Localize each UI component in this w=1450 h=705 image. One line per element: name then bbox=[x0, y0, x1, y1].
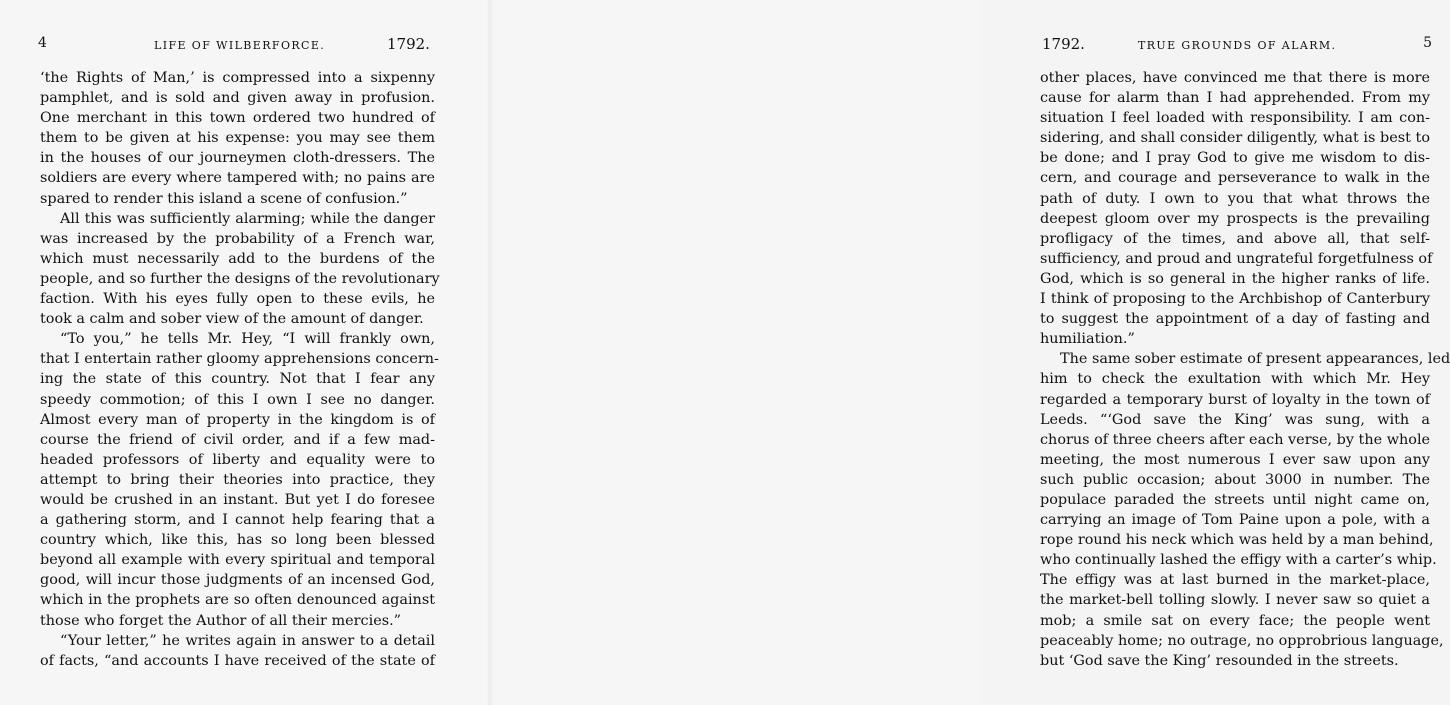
text-line: other places, have convinced me that there is more bbox=[1040, 70, 1430, 86]
text-line: be done; and I pray God to give me wisdom to dis- bbox=[1040, 150, 1430, 167]
text-line: the market-bell tolling slowly. I never saw so quiet a bbox=[1040, 592, 1430, 609]
text-line: was increased by the probability of a French war, bbox=[40, 230, 435, 247]
text-line: course the friend of civil order, and if a few mad- bbox=[40, 431, 435, 448]
right-running-title: TRUE GROUNDS OF ALARM. bbox=[1138, 39, 1337, 52]
text-line: populace paraded the streets until night came on, bbox=[1040, 491, 1430, 508]
text-line: meeting, the most numerous I ever saw upon any bbox=[1040, 451, 1430, 468]
text-line: One merchant in this town ordered two hundred of bbox=[40, 110, 435, 127]
text-line: The same sober estimate of present appearances, led bbox=[1060, 351, 1450, 368]
left-header-year: 1792. bbox=[387, 35, 430, 53]
text-line: headed professors of liberty and equality were to bbox=[40, 451, 435, 468]
left-page-body bbox=[40, 68, 440, 671]
text-line: Leeds. “‘God save the King’ was sung, with a bbox=[1040, 411, 1430, 428]
text-line: took a calm and sober view of the amount of danger. bbox=[40, 311, 424, 328]
text-line: would be crushed in an instant. But yet I do foresee bbox=[40, 491, 435, 508]
text-line: situation I feel loaded with responsibility. I am con- bbox=[1040, 110, 1430, 127]
text-line: path of duty. I own to you that what throws the bbox=[1040, 190, 1430, 207]
text-line: soldiers are every where tampered with; no pains are bbox=[40, 170, 435, 187]
text-line: them to be given at his expense: you may see them bbox=[40, 130, 435, 147]
right-page-header bbox=[1042, 35, 1432, 55]
text-line: mob; a smile sat on every face; the people went bbox=[1040, 612, 1430, 629]
text-line: faction. With his eyes fully open to these evils, he bbox=[40, 291, 435, 308]
left-page-number: 4 bbox=[38, 35, 47, 51]
text-line: regarded a temporary burst of loyalty in the town of bbox=[1040, 391, 1430, 408]
text-line: but ‘God save the King’ resounded in the streets. bbox=[1040, 652, 1399, 669]
text-line: sidering, and shall consider diligently, what is best to bbox=[1040, 130, 1430, 147]
text-line: I think of proposing to the Archbishop of Canterbury bbox=[1040, 291, 1430, 308]
text-line: pamphlet, and is sold and given away in profusion. bbox=[40, 90, 435, 107]
text-line: cause for alarm than I had apprehended. From my bbox=[1040, 90, 1430, 107]
right-page-number: 5 bbox=[1423, 35, 1432, 51]
text-line: which must necessarily add to the burdens of the bbox=[40, 250, 435, 267]
text-line: cern, and courage and perseverance to walk in the bbox=[1040, 170, 1430, 187]
right-page bbox=[490, 0, 1450, 705]
text-line: Almost every man of property in the kingdom is of bbox=[40, 411, 435, 428]
text-line: God, which is so general in the higher ranks of life. bbox=[1040, 270, 1430, 287]
text-line: peaceably home; no outrage, no opprobrious language, bbox=[1040, 632, 1444, 649]
text-line: sufficiency, and proud and ungrateful forgetfulness of bbox=[1040, 250, 1433, 267]
text-line: ‘the Rights of Man,’ is compressed into a sixpenny bbox=[40, 70, 435, 86]
text-line: “To you,” he tells Mr. Hey, “I will frankly own, bbox=[60, 331, 435, 348]
text-line: of facts, “and accounts I have received of the state of bbox=[40, 652, 435, 669]
text-line: such public occasion; about 3000 in number. The bbox=[1040, 471, 1430, 488]
text-line: him to check the exultation with which Mr. Hey bbox=[1040, 371, 1430, 388]
text-line: that I entertain rather gloomy apprehensions concern- bbox=[40, 351, 439, 368]
text-line: profligacy of the times, and above all, that self- bbox=[1040, 230, 1430, 247]
text-line: humiliation.” bbox=[1040, 331, 1135, 348]
text-line: who continually lashed the effigy with a carter’s whip. bbox=[1040, 552, 1437, 569]
right-page-body bbox=[1040, 68, 1450, 671]
text-line: “Your letter,” he writes again in answer to a detail bbox=[60, 632, 435, 649]
text-line: beyond all example with every spiritual and temporal bbox=[40, 552, 435, 569]
text-line: in the houses of our journeymen cloth-dressers. The bbox=[40, 150, 435, 167]
text-line: rope round his neck which was held by a man behind, bbox=[1040, 532, 1434, 549]
text-line: good, will incur those judgments of an incensed God, bbox=[40, 572, 435, 589]
text-line: chorus of three cheers after each verse, by the whole bbox=[1040, 431, 1431, 448]
right-header-year: 1792. bbox=[1042, 35, 1085, 53]
text-line: attempt to bring their theories into practice, they bbox=[40, 471, 435, 488]
text-line: carrying an image of Tom Paine upon a pole, with a bbox=[1040, 512, 1430, 529]
text-line: The effigy was at last burned in the market-place, bbox=[1040, 572, 1430, 589]
text-line: All this was sufficiently alarming; while the danger bbox=[60, 210, 435, 227]
text-line: those who forget the Author of all their mercies.” bbox=[40, 612, 402, 629]
text-line: a gathering storm, and I cannot help fearing that a bbox=[40, 512, 435, 529]
text-line: to suggest the appointment of a day of fasting and bbox=[1040, 311, 1430, 328]
left-running-title: LIFE OF WILBERFORCE. bbox=[154, 39, 326, 52]
text-line: ing the state of this country. Not that I fear any bbox=[40, 371, 435, 388]
left-page-header bbox=[38, 35, 438, 55]
text-line: people, and so further the designs of the revolutionary bbox=[40, 270, 440, 287]
left-page bbox=[0, 0, 490, 705]
text-line: spared to render this island a scene of confusion.” bbox=[40, 190, 408, 207]
text-line: which in the prophets are so often denounced against bbox=[40, 592, 435, 609]
text-line: deepest gloom over my prospects is the prevailing bbox=[1040, 210, 1430, 227]
text-line: speedy commotion; of this I own I see no danger. bbox=[40, 391, 435, 408]
text-line: country which, like this, has so long been blessed bbox=[40, 532, 435, 549]
